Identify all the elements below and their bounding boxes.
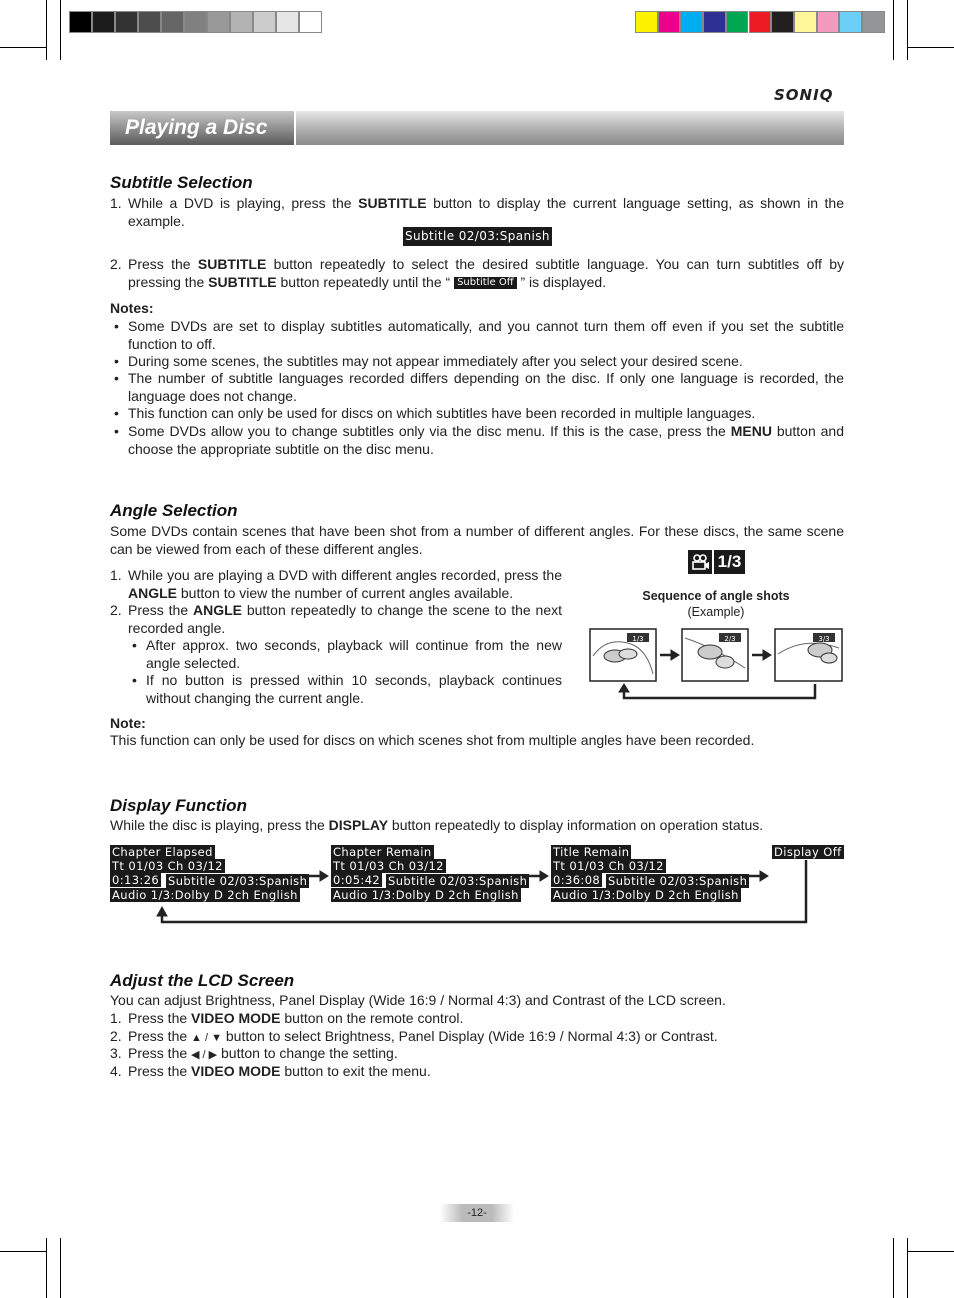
step-number: 2. [110, 256, 122, 272]
step-text: button to display the current language setting, as shown in the example. [128, 195, 844, 229]
angle-step-1 [110, 567, 562, 602]
step-text: Press the [128, 1063, 192, 1079]
color-swatch [862, 11, 885, 33]
step-text: Press the [128, 1045, 192, 1061]
subtitle-button-label: SUBTITLE [208, 273, 277, 290]
display-audio: Audio 1/3:Dolby D 2ch English [553, 888, 739, 902]
display-audio: Audio 1/3:Dolby D 2ch English [112, 888, 298, 902]
subtitle-osd-example: Subtitle 02/03:Spanish [403, 227, 552, 246]
step-text: button to select Brightness, Panel Display (Wide 16:9 / Normal 4:3) or Contrast. [221, 1028, 718, 1044]
step-number: 1. [110, 195, 122, 211]
note-text: Some DVDs are set to display subtitles automatically, and you cannot turn them off even if you set the subtitle function to off. [128, 318, 844, 352]
lcd-intro: You can adjust Brightness, Panel Display (Wide 16:9 / Normal 4:3) and Contrast of the LCD screen. [110, 992, 726, 1008]
angle-note-heading: Note: [110, 715, 146, 731]
color-swatch [703, 11, 726, 33]
step-text: While you are playing a DVD with different angles recorded, press the [128, 567, 562, 583]
video-mode-button-label: VIDEO MODE [191, 1010, 281, 1026]
step-text: button on the remote control. [280, 1010, 464, 1026]
angle-button-label: ANGLE [128, 584, 177, 601]
color-swatch [635, 11, 658, 33]
page-title-box [110, 111, 296, 145]
display-cycle-arrows [150, 860, 815, 930]
camera-icon [688, 550, 712, 574]
intro-text: button repeatedly to display information on operation status. [388, 817, 764, 833]
color-swatch [115, 11, 138, 33]
up-down-arrows-icon: ▲ / ▼ [191, 1032, 222, 1044]
subtitle-step-1 [110, 195, 844, 230]
step-text: Press the [128, 256, 198, 272]
brand-logo: SONIQ [774, 86, 834, 104]
color-swatch [794, 11, 817, 33]
note-item: • During some scenes, the subtitles may not appear immediately after you select your desired scene. [110, 353, 844, 371]
step-text: button repeatedly to select the desired subtitle language. You can turn subtitles off by pressing the [128, 256, 844, 290]
angle-shot-1 [590, 629, 656, 681]
shot-label: 3/3 [818, 635, 830, 643]
angle-step-2 [110, 602, 562, 637]
bullet-text: After approx. two seconds, playback will continue from the new angle selected. [146, 637, 562, 671]
display-subtitle: Subtitle 02/03:Spanish [168, 874, 308, 888]
color-swatch [161, 11, 184, 33]
color-swatch [726, 11, 749, 33]
display-intro [110, 817, 844, 835]
subtitle-button-label: SUBTITLE [197, 256, 267, 272]
note-item: • The number of subtitle languages recorded differs depending on the disc. If only one language is recorded, the language does not change. [114, 370, 844, 404]
display-function-heading: Display Function [110, 796, 247, 815]
color-swatch [839, 11, 862, 33]
left-right-arrows-icon: ◀ / ▶ [191, 1049, 218, 1061]
step-text: Press the [128, 1028, 192, 1044]
step-text: button to view the number of current angles available. [177, 584, 514, 601]
subtitle-off-osd: Subtitle Off [454, 277, 517, 289]
color-swatch [207, 11, 230, 33]
angle-sub-bullet: • After approx. two seconds, playback will continue from the new angle selected. [132, 637, 562, 671]
notes-heading: Notes: [110, 300, 154, 316]
video-mode-button-label: VIDEO MODE [191, 1063, 281, 1079]
angle-shot-3 [775, 629, 842, 681]
menu-button-label: MENU [730, 423, 772, 439]
step-text: button repeatedly to change the scene to the next recorded angle. [128, 602, 562, 636]
color-swatch [299, 11, 322, 33]
angle-selection-heading: Angle Selection [110, 501, 238, 520]
note-item: • This function can only be used for discs on which subtitles have been recorded in multiple languages. [110, 405, 844, 423]
display-time: 0:36:08 [553, 873, 601, 887]
display-time: 0:05:42 [333, 873, 381, 887]
step-number: 4. [110, 1063, 122, 1079]
bullet-text: If no button is pressed within 10 seconds, playback continues without changing the current angle. [146, 672, 562, 706]
note-text: During some scenes, the subtitles may not appear immediately after you select your desired scene. [128, 353, 743, 369]
display-mode: Title Remain [553, 845, 630, 859]
step-number: 1. [110, 567, 122, 583]
step-number: 2. [110, 1028, 122, 1044]
subtitle-button-label: SUBTITLE [358, 195, 427, 211]
lcd-step-1 [110, 1010, 844, 1028]
color-swatch [658, 11, 681, 33]
display-mode: Chapter Elapsed [112, 845, 213, 859]
note-text: Some DVDs allow you to change subtitles only via the disc menu. If this is the case, press the [128, 423, 731, 439]
color-swatch [276, 11, 299, 33]
color-swatch [771, 11, 794, 33]
adjust-lcd-heading: Adjust the LCD Screen [110, 971, 295, 990]
angle-sequence-caption: Sequence of angle shots [642, 589, 790, 603]
step-number: 2. [110, 602, 122, 618]
display-subtitle: Subtitle 02/03:Spanish [388, 874, 528, 888]
angle-count: 1/3 [714, 550, 745, 574]
display-mode: Chapter Remain [333, 845, 432, 859]
note-text: The number of subtitle languages recorded differs depending on the disc. If only one language is recorded, the language does not change. [128, 370, 844, 404]
step-number: 3. [110, 1045, 122, 1061]
step-text: button to change the setting. [217, 1045, 398, 1061]
display-title-chapter: Tt 01/03 Ch 03/12 [553, 859, 664, 873]
color-swatch [680, 11, 703, 33]
note-text: This function can only be used for discs on which subtitles have been recorded in multiple languages. [128, 405, 756, 421]
color-swatch [253, 11, 276, 33]
step-number: 1. [110, 1010, 122, 1026]
subtitle-selection-heading: Subtitle Selection [110, 173, 253, 192]
display-title-chapter: Tt 01/03 Ch 03/12 [333, 859, 444, 873]
step-text: button repeatedly until the “ [276, 273, 455, 290]
color-swatch [230, 11, 253, 33]
note-item: • Some DVDs allow you to change subtitles only via the disc menu. If this is the case, press the MENU button and choose the appropriate subtitle on the disc menu. [114, 423, 845, 457]
color-swatch [817, 11, 840, 33]
step-text: button to exit the menu. [280, 1063, 431, 1079]
shot-label: 2/3 [724, 635, 736, 643]
angle-sub-bullet: • If no button is pressed within 10 seconds, playback continues without changing the current angle. [132, 672, 562, 706]
shot-label: 1/3 [632, 635, 644, 643]
color-swatch [69, 11, 92, 33]
step-text: While a DVD is playing, press the [128, 195, 359, 211]
display-time: 0:13:26 [112, 873, 160, 887]
step-text: Press the [128, 1010, 192, 1026]
color-swatch [92, 11, 115, 33]
step-text: ” is displayed. [516, 273, 607, 290]
step-text: Press the [128, 602, 193, 618]
angle-note-text: This function can only be used for discs on which scenes shot from multiple angles have been recorded. [110, 732, 755, 748]
color-swatch [749, 11, 772, 33]
display-off: Display Off [774, 845, 842, 859]
angle-button-label: ANGLE [192, 602, 242, 618]
angle-shot-2 [682, 629, 748, 681]
page-title: Playing a Disc [125, 116, 268, 139]
lcd-step-4 [110, 1063, 844, 1081]
color-swatch [138, 11, 161, 33]
angle-sequence-diagram [585, 624, 847, 704]
page-number: -12- [440, 1204, 514, 1222]
display-title-chapter: Tt 01/03 Ch 03/12 [112, 859, 223, 873]
subtitle-step-2 [110, 256, 844, 291]
color-swatch [184, 11, 207, 33]
display-subtitle: Subtitle 02/03:Spanish [608, 874, 748, 888]
angle-intro: Some DVDs contain scenes that have been shot from a number of different angles. For these discs, the same scene can be viewed from each of these different angles. [110, 523, 844, 557]
lcd-step-3 [110, 1045, 844, 1065]
angle-osd [688, 550, 745, 574]
note-text: button and choose the appropriate subtitle on the disc menu. [128, 423, 845, 457]
display-audio: Audio 1/3:Dolby D 2ch English [333, 888, 519, 902]
note-item: • Some DVDs are set to display subtitles automatically, and you cannot turn them off even if you set the subtitle function to off. [114, 318, 844, 352]
intro-text: While the disc is playing, press the [110, 817, 329, 833]
page-title-banner [110, 111, 844, 145]
display-button-label: DISPLAY [328, 817, 389, 833]
angle-sequence-subcaption: (Example) [687, 605, 745, 619]
